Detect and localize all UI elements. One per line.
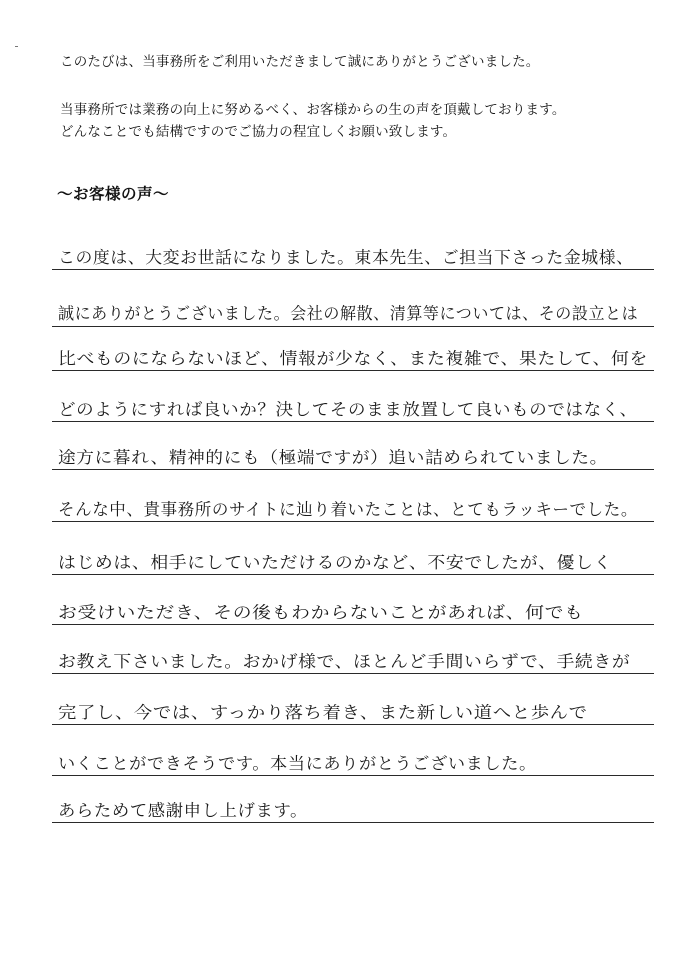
ruled-line xyxy=(52,775,654,776)
handwritten-line: あらためて感謝申し上げます。 xyxy=(58,801,308,820)
ruled-line xyxy=(52,370,654,371)
intro-thanks-line: このたびは、当事務所をご利用いただきまして誠にありがとうございました。 xyxy=(60,54,540,70)
handwritten-line: お教え下さいました。おかげ様で、ほとんど手間いらずで、手続きが xyxy=(58,652,631,671)
handwritten-line: そんな中、貴事務所のサイトに辿り着いたことは、とてもラッキーでした。 xyxy=(58,500,638,519)
handwritten-line: はじめは、相手にしていただけるのかなど、不安でしたが、優しく xyxy=(58,553,613,572)
ruled-line xyxy=(52,822,654,823)
ruled-line xyxy=(52,673,654,674)
handwritten-line: 比べものにならないほど、情報が少なく、また複雑で、果たして、何を xyxy=(58,349,648,368)
handwritten-line: 誠にありがとうございました。会社の解散、清算等については、その設立とは xyxy=(58,304,639,323)
ruled-line xyxy=(52,624,654,625)
handwritten-line: いくことができそうです。本当にありがとうございました。 xyxy=(58,754,537,773)
ruled-line xyxy=(52,574,654,575)
section-title: ～お客様の声～ xyxy=(57,185,170,203)
intro-request-line-1: 当事務所では業務の向上に努めるべく、お客様からの生の声を頂戴しております。 xyxy=(60,102,566,118)
handwritten-line: どのようにすれば良いか？決してそのまま放置して良いものではなく、 xyxy=(58,400,638,419)
ruled-line xyxy=(52,521,654,522)
handwritten-line: 途方に暮れ、精神的にも（極端ですが）追い詰められていました。 xyxy=(58,448,608,467)
handwritten-line: この度は、大変お世話になりました。東本先生、ご担当下さった金城様、 xyxy=(58,248,634,267)
handwritten-line: 完了し、今では、すっかり落ち着き、また新しい道へと歩んで xyxy=(58,703,588,722)
ruled-line xyxy=(52,469,654,470)
ruled-line xyxy=(52,326,654,327)
scan-mark xyxy=(15,46,18,47)
ruled-line xyxy=(52,421,654,422)
ruled-line xyxy=(52,724,654,725)
ruled-line xyxy=(52,269,654,270)
intro-request-line-2: どんなことでも結構ですのでご協力の程宜しくお願い致します。 xyxy=(60,124,457,140)
handwritten-line: お受けいただき、その後もわからないことがあれば、何でも xyxy=(58,603,584,622)
